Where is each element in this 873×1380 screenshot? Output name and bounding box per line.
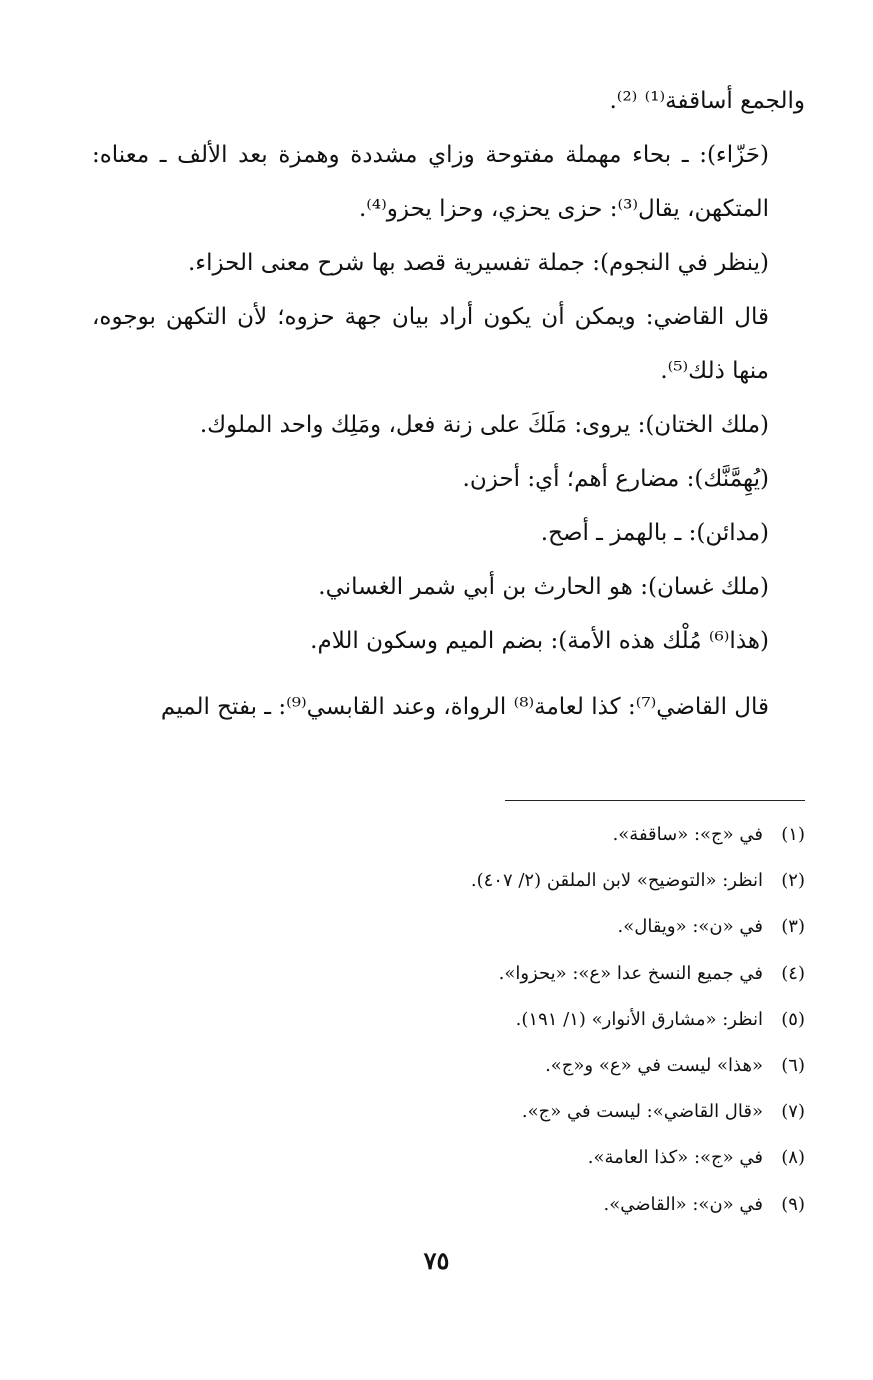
- footnote-text: في «ج»: «ساقفة».: [612, 824, 763, 845]
- footnote-divider: [505, 800, 805, 801]
- footnote-text: في «ج»: «كذا العامة».: [587, 1147, 763, 1169]
- text-paragraph: (ينظر في النجوم): جملة تفسيرية قصد بها شرح معنى الحزاء.: [187, 250, 769, 276]
- footnote-text: انظر: «مشارق الأنوار» (١/ ١٩١).: [515, 1008, 763, 1030]
- footnote-item: [92, 904, 805, 950]
- footnote-item: [92, 1043, 805, 1089]
- footnote-text: في «ن»: «ويقال».: [617, 916, 763, 938]
- footnote-text: في جميع النسخ عدا «ع»: «يحزوا».: [498, 962, 763, 984]
- footnote-number: (٣): [781, 916, 805, 938]
- text-paragraph: (حَزّاء): ـ بحاء مهملة مفتوحة وزاي مشددة وهمزة بعد الألف ـ معناه: المتكهن، يقال⁽³⁾: حزى يحزي، وحزا يحزو⁽⁴⁾.: [92, 142, 769, 222]
- footnote-item: [92, 951, 805, 997]
- text-paragraph: (ملك الختان): يروى: مَلَكَ على زنة فعل، ومَلِك واحد الملوك.: [199, 412, 769, 438]
- text-paragraph: قال القاضي: ويمكن أن يكون أراد بيان جهة حزوه؛ لأن التكهن بوجوه، منها ذلك⁽⁵⁾.: [92, 304, 769, 384]
- footnote-item: [92, 1089, 805, 1135]
- footnote-number: (١): [781, 824, 805, 845]
- footnote-text: انظر: «التوضيح» لابن الملقن (٢/ ٤٠٧).: [470, 870, 763, 892]
- footnote-number: (٦): [781, 1055, 805, 1077]
- main-text: [92, 74, 805, 734]
- text-paragraph: (يُهِمَّنَّك): مضارع أهم؛ أي: أحزن.: [462, 466, 769, 492]
- text-paragraph: والجمع أساقفة⁽¹⁾ ⁽²⁾.: [609, 88, 805, 114]
- footnote-text: «هذا» ليست في «ع» و«ج».: [545, 1055, 763, 1077]
- footnote-text: «قال القاضي»: ليست في «ج».: [521, 1101, 763, 1123]
- footnote-number: (٥): [781, 1008, 805, 1030]
- text-paragraph: (ملك غسان): هو الحارث بن أبي شمر الغساني.: [318, 574, 769, 600]
- footnote-number: (٧): [781, 1101, 805, 1123]
- footnote-item: [92, 997, 805, 1043]
- footnote-number: (٩): [781, 1193, 805, 1215]
- page-number: ٧٥: [423, 1246, 450, 1275]
- footnote-text: في «ن»: «القاضي».: [603, 1193, 763, 1215]
- footnote-number: (٢): [781, 870, 805, 892]
- footnote-item: [92, 1182, 805, 1228]
- footnote-number: (٤): [781, 962, 805, 984]
- text-paragraph: (هذا⁽⁶⁾ مُلْك هذه الأمة): بضم الميم وسكون اللام.: [310, 628, 769, 654]
- footnote-item: [92, 858, 805, 904]
- text-paragraph: قال القاضي⁽⁷⁾: كذا لعامة⁽⁸⁾ الرواة، وعند القابسي⁽⁹⁾: ـ بفتح الميم: [160, 694, 769, 720]
- footnote-item: [92, 812, 805, 858]
- footnote-item: [92, 1135, 805, 1181]
- footnote-number: (٨): [781, 1147, 805, 1169]
- footnotes-list: [92, 812, 805, 1228]
- text-paragraph: (مدائن): ـ بالهمز ـ أصح.: [540, 520, 769, 546]
